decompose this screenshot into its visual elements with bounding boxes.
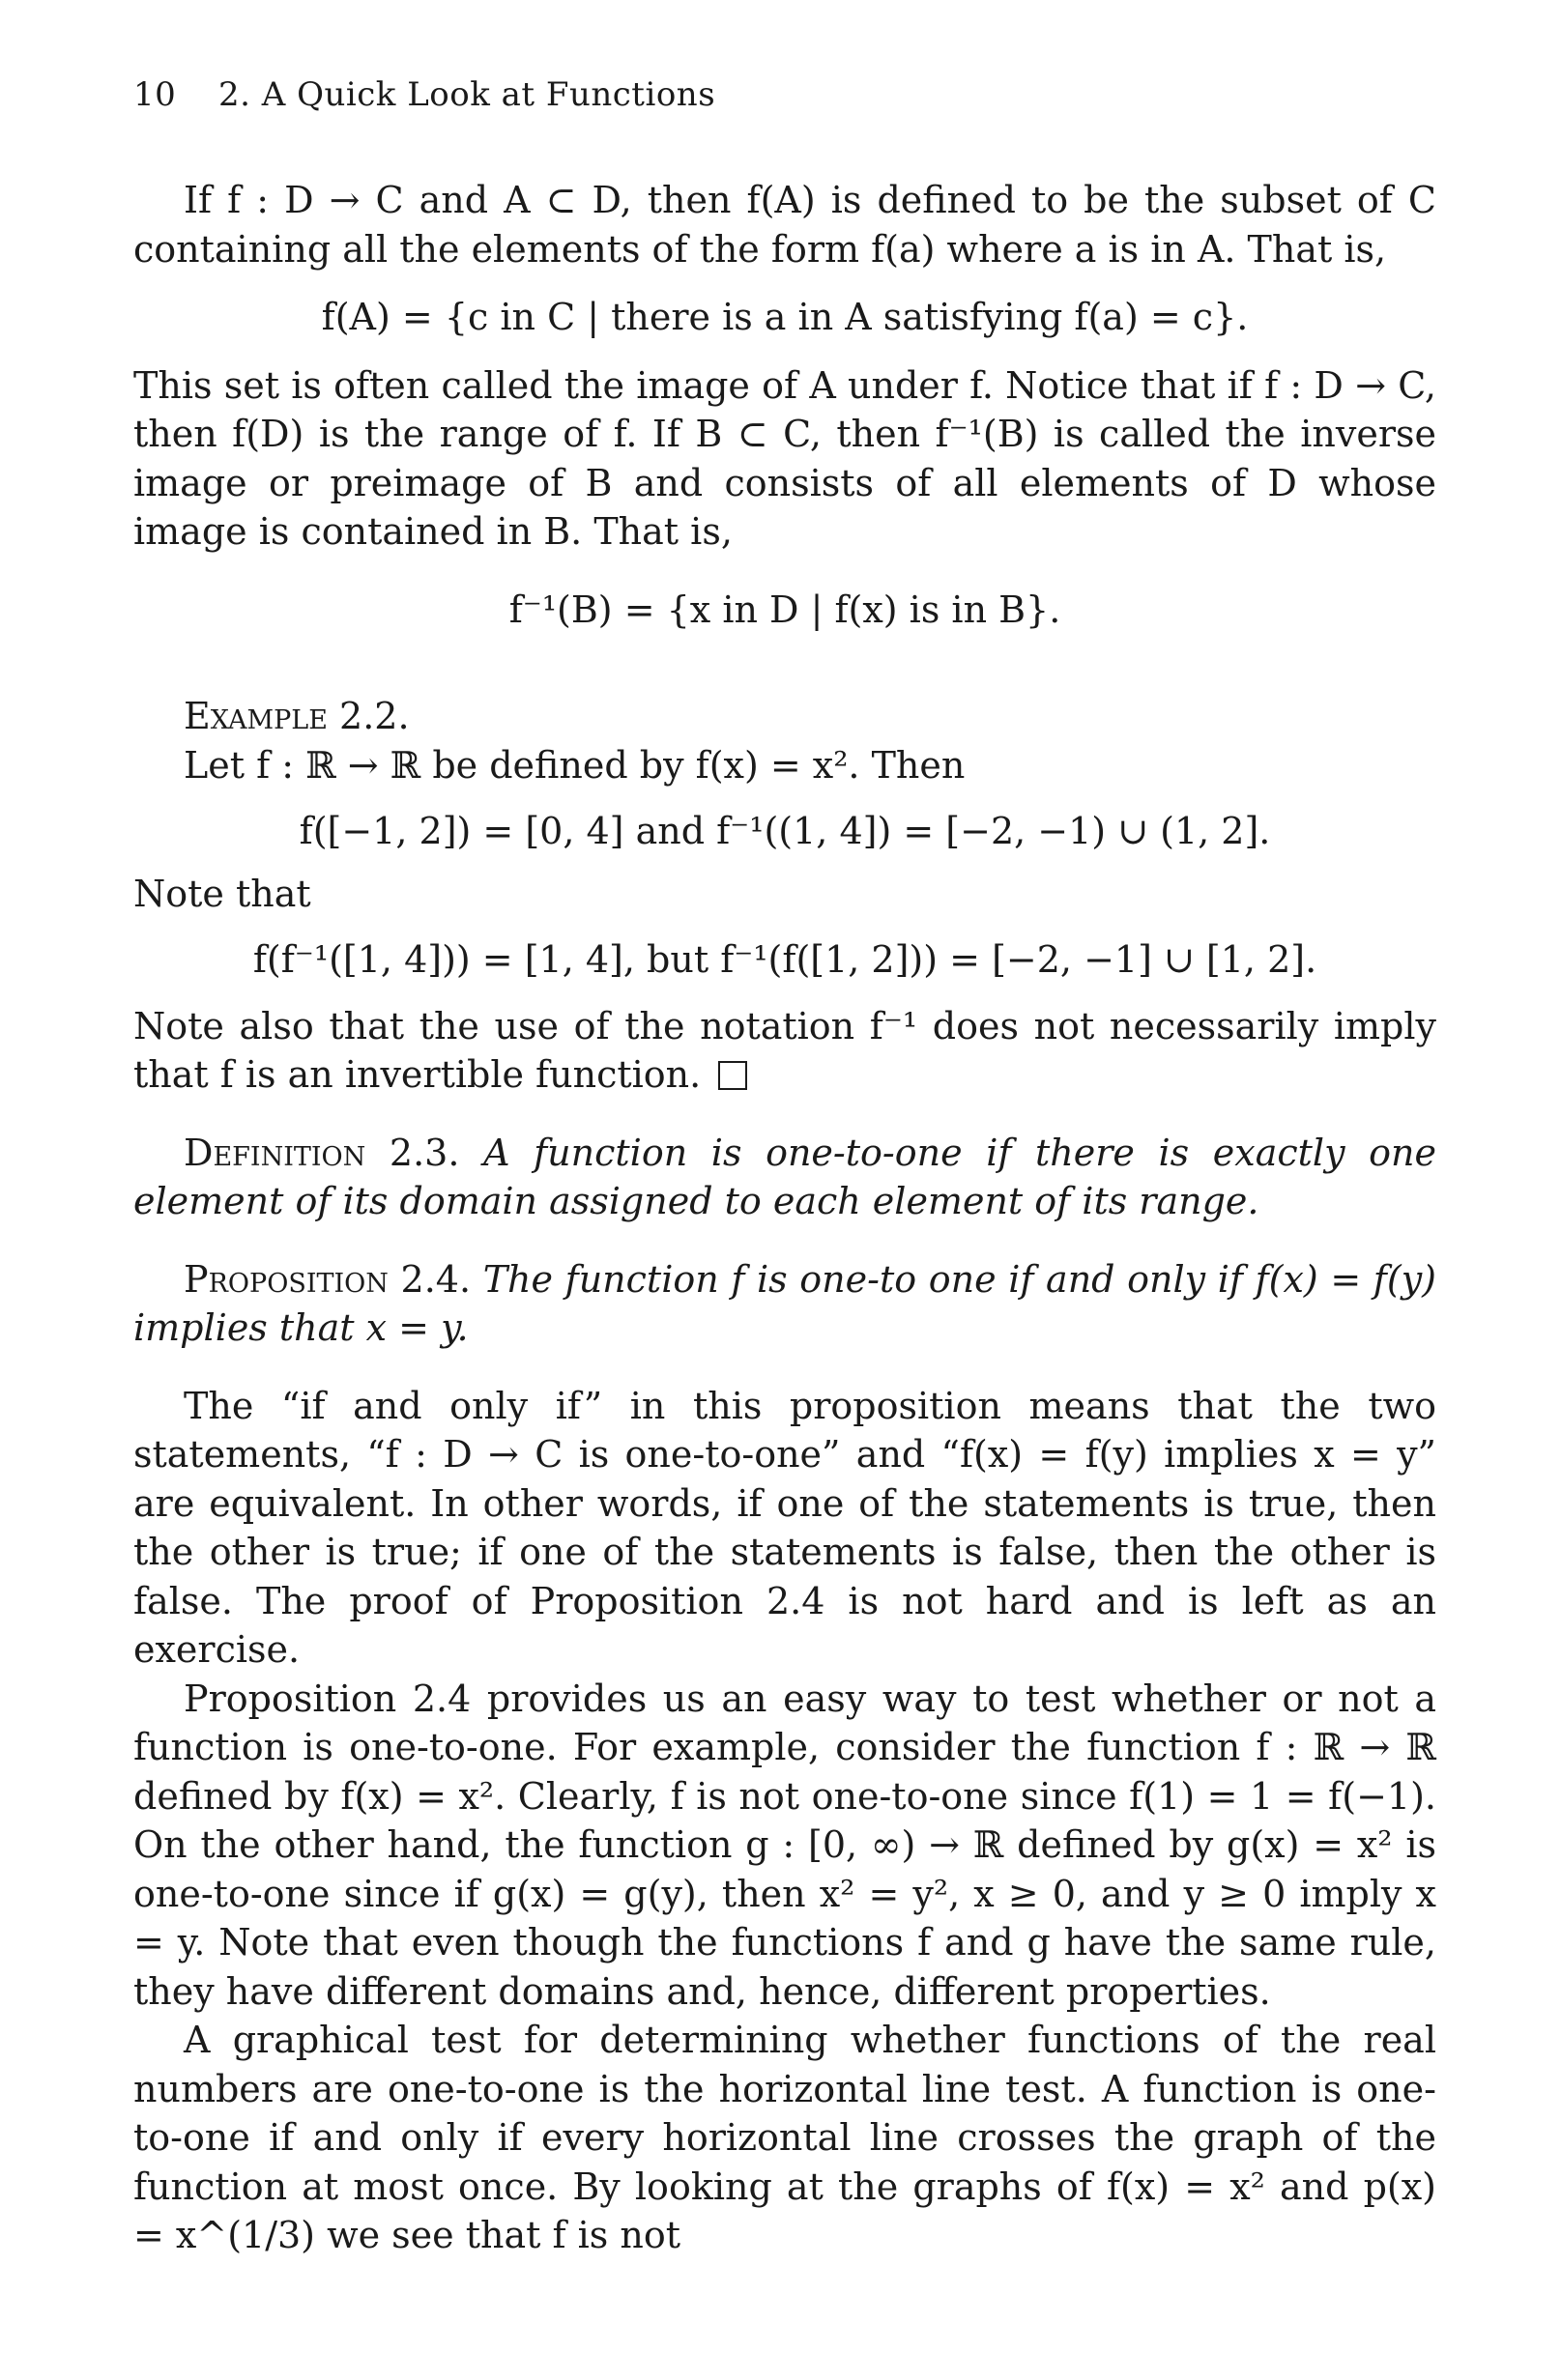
definition-block bbox=[133, 1129, 1436, 1226]
paragraph-iff-explanation: The “if and only if” in this proposition means that the two statements, “f : D → C is one-to-one” and “f(x) = f(y) implies x = y” are equivalent. In other words, if one of the statements is true, then the other is true; if one of the statements is false, then the other is false. The proof of Proposition 2.4 is not hard and is left as an exercise. bbox=[133, 1384, 1436, 1671]
paragraph-horizontal-line-test: A graphical test for determining whether functions of the real numbers are one-to-one is the horizontal line test. A function is one-to-one if and only if every horizontal line crosses the graph of the function at most once. By looking at the graphs of f(x) = x² and p(x) = x^(1/3) we see that f is not bbox=[133, 2019, 1436, 2256]
equation-image-set: f(A) = {c in C | there is a in A satisfying f(a) = c}. bbox=[321, 296, 1249, 338]
running-header bbox=[133, 75, 715, 114]
definition-heading: Definition 2.3. bbox=[184, 1131, 460, 1174]
equation-composition: f(f⁻¹([1, 4])) = [1, 4], but f⁻¹(f([1, 2])) = [−2, −1] ∪ [1, 2]. bbox=[252, 938, 1317, 981]
equation-example: f([−1, 2]) = [0, 4] and f⁻¹((1, 4]) = [−2, −1) ∪ (1, 2]. bbox=[299, 810, 1271, 852]
proposition-text: The function f is one-to one if and only if f(x) = f(y) implies that x = y. bbox=[133, 1257, 1436, 1349]
note-that-label: Note that bbox=[133, 872, 311, 915]
definition-text: A function is one-to-one if there is exactly one element of its domain assigned to each element of its range. bbox=[133, 1131, 1436, 1222]
page-number: 10 bbox=[133, 75, 177, 114]
paragraph-notation-note bbox=[133, 1002, 1436, 1100]
example-text: Let f : ℝ → ℝ be defined by f(x) = x². Then bbox=[184, 743, 966, 787]
paragraph-image-definition: If f : D → C and A ⊂ D, then f(A) is defined to be the subset of C containing all the elements of the form f(a) where a is in A. That is, bbox=[133, 179, 1436, 271]
qed-box-icon bbox=[718, 1061, 747, 1090]
example-heading: Example 2.2. bbox=[184, 695, 410, 737]
notation-note-text: Note also that the use of the notation f⁻¹ does not necessarily imply that f is an invertible function. bbox=[133, 1004, 1436, 1096]
main-text bbox=[133, 176, 1436, 2260]
proposition-block bbox=[133, 1255, 1436, 1353]
chapter-title: 2. A Quick Look at Functions bbox=[218, 75, 716, 114]
equation-preimage-set: f⁻¹(B) = {x in D | f(x) is in B}. bbox=[508, 588, 1061, 631]
paragraph-preimage: This set is often called the image of A under f. Notice that if f : D → C, then f(D) is the range of f. If B ⊂ C, then f⁻¹(B) is called the inverse image or preimage of B and consists of all elements of D whose image is contained in B. That is, bbox=[133, 363, 1436, 553]
paragraph-one-to-one-example: Proposition 2.4 provides us an easy way to test whether or not a function is one-to-one. For example, consider the function f : ℝ → ℝ defined by f(x) = x². Clearly, f is not one-to-one since f(1) = 1 = f(−1). On the other hand, the function g : [0, ∞) → ℝ defined by g(x) = x² is one-to-one since if g(x) = g(y), then x² = y², x ≥ 0, and y ≥ 0 imply x = y. Note that even though the functions f and g have the same rule, they have different domains and, hence, different properties. bbox=[133, 1677, 1436, 2013]
proposition-heading: Proposition 2.4. bbox=[184, 1257, 472, 1301]
